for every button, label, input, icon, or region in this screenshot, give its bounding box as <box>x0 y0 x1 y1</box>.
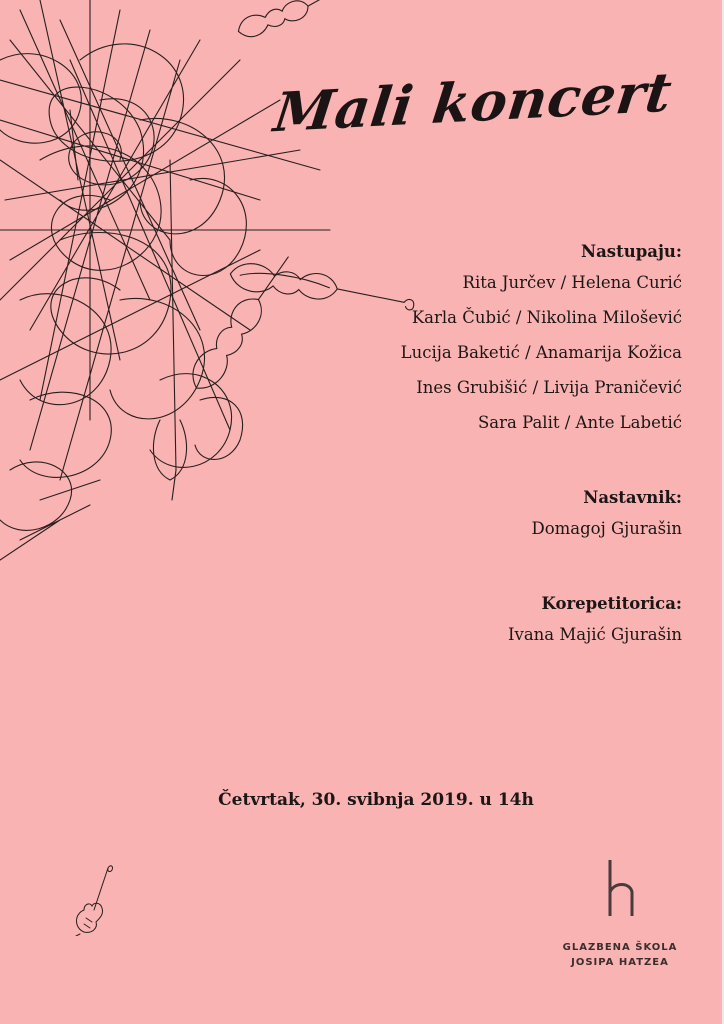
school-name-line1: GLAZBENA ŠKOLA <box>562 942 678 953</box>
performer-pair: Ines Grubišić / Livija Praničević <box>416 378 682 397</box>
violin-top-illustration <box>235 0 353 41</box>
violin-horizontal-illustration <box>228 261 416 314</box>
concert-title: Mali koncert <box>270 59 676 145</box>
performer-pair: Karla Čubić / Nikolina Milošević <box>411 308 682 327</box>
school-name-line2: JOSIPA HATZEA <box>571 957 669 968</box>
small-violin-icon <box>70 862 120 936</box>
school-name <box>550 940 690 970</box>
performers-section <box>401 242 682 449</box>
accompanist-heading: Korepetitorica: <box>541 594 682 613</box>
performer-pair: Rita Jurčev / Helena Curić <box>462 273 682 292</box>
accompanist-name: Ivana Majić Gjurašin <box>507 625 682 644</box>
accompanist-section <box>508 594 682 661</box>
teacher-heading: Nastavnik: <box>583 488 682 507</box>
performers-heading: Nastupaju: <box>581 242 682 261</box>
teacher-name: Domagoj Gjurašin <box>531 519 682 538</box>
performer-pair: Lucija Baketić / Anamarija Kožica <box>400 343 682 362</box>
school-logo-icon <box>602 858 642 920</box>
event-date: Četvrtak, 30. svibnja 2019. u 14h <box>218 790 534 810</box>
teacher-section <box>531 488 682 555</box>
performer-pair: Sara Palit / Ante Labetić <box>478 413 682 432</box>
